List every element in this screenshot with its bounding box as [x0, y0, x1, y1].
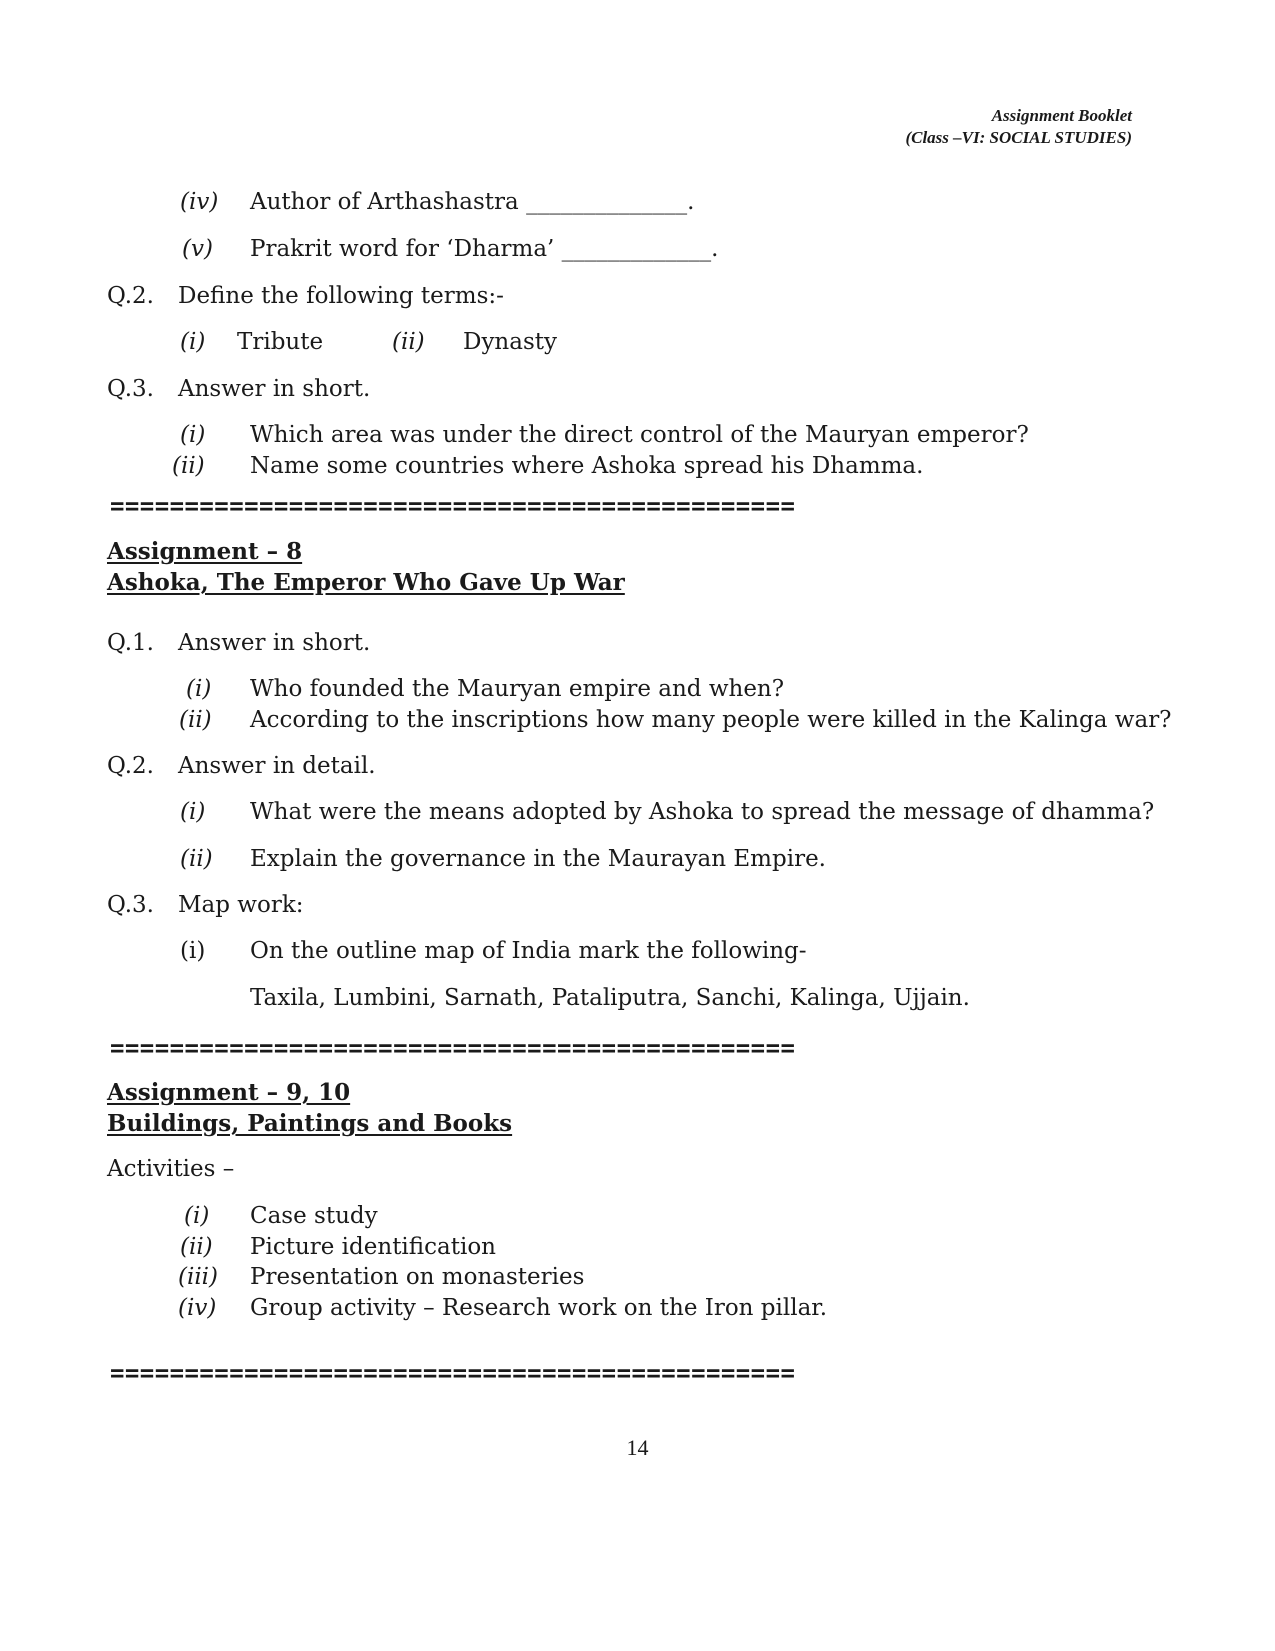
item-text: Name some countries where Ashoka spread his Dhamma.	[250, 453, 924, 479]
item-text: Case study	[250, 1203, 378, 1229]
item-text: According to the inscriptions how many people were killed in the Kalinga war?	[250, 707, 1172, 733]
item-text: Picture identification	[250, 1234, 496, 1260]
item-text: Group activity – Research work on the Iron pillar.	[250, 1295, 828, 1321]
item-number: (ii)	[172, 453, 205, 479]
page-number: 14	[626, 1435, 649, 1460]
item-text: Prakrit word for ‘Dharma’ _____________.	[250, 236, 719, 262]
assignment-title: Assignment – 8	[107, 538, 303, 565]
item-number: (iv)	[180, 189, 219, 215]
class-subject: (Class –VI: SOCIAL STUDIES)	[905, 128, 1132, 147]
item-text: What were the means adopted by Ashoka to spread the message of dhamma?	[250, 799, 1155, 825]
assignment-title: Assignment – 9, 10	[107, 1079, 351, 1106]
section-separator: ==============================================	[110, 492, 796, 520]
item-number: (ii)	[392, 329, 425, 355]
question-text: Answer in detail.	[178, 753, 376, 779]
question-text: Answer in short.	[178, 376, 371, 402]
assignment-subtitle: Ashoka, The Emperor Who Gave Up War	[107, 569, 625, 596]
question-label: Q.3.	[107, 892, 154, 918]
item-number: (ii)	[180, 1234, 213, 1260]
item-text: Who founded the Mauryan empire and when?	[250, 676, 785, 702]
question-label: Q.3.	[107, 376, 154, 402]
assignment-subtitle: Buildings, Paintings and Books	[107, 1110, 513, 1137]
section-separator: ==============================================	[110, 1359, 796, 1387]
question-text: Answer in short.	[178, 630, 371, 656]
question-text: Define the following terms:-	[178, 283, 504, 309]
item-number: (i)	[180, 938, 206, 964]
item-number: (i)	[180, 799, 206, 825]
item-text: Tribute	[237, 329, 324, 355]
item-number: (i)	[186, 676, 212, 702]
item-number: (iii)	[178, 1264, 219, 1290]
item-text: Presentation on monasteries	[250, 1264, 585, 1290]
activities-label: Activities –	[107, 1156, 235, 1182]
map-places: Taxila, Lumbini, Sarnath, Pataliputra, Sanchi, Kalinga, Ujjain.	[250, 985, 970, 1011]
item-number: (iv)	[178, 1295, 217, 1321]
item-number: (v)	[182, 236, 213, 262]
item-number: (ii)	[180, 846, 213, 872]
item-number: (i)	[184, 1203, 210, 1229]
question-text: Map work:	[178, 892, 304, 918]
item-number: (ii)	[179, 707, 212, 733]
item-text: Explain the governance in the Maurayan Empire.	[250, 846, 826, 872]
item-text: Which area was under the direct control of the Mauryan emperor?	[250, 422, 1029, 448]
item-number: (i)	[180, 329, 206, 355]
booklet-title: Assignment Booklet	[991, 106, 1132, 125]
section-separator: ==============================================	[110, 1034, 796, 1062]
question-label: Q.2.	[107, 753, 154, 779]
item-text: Author of Arthashastra ______________.	[250, 189, 695, 215]
item-text: On the outline map of India mark the following-	[250, 938, 807, 964]
question-label: Q.2.	[107, 283, 154, 309]
item-number: (i)	[180, 422, 206, 448]
item-text: Dynasty	[463, 329, 557, 355]
question-label: Q.1.	[107, 630, 154, 656]
